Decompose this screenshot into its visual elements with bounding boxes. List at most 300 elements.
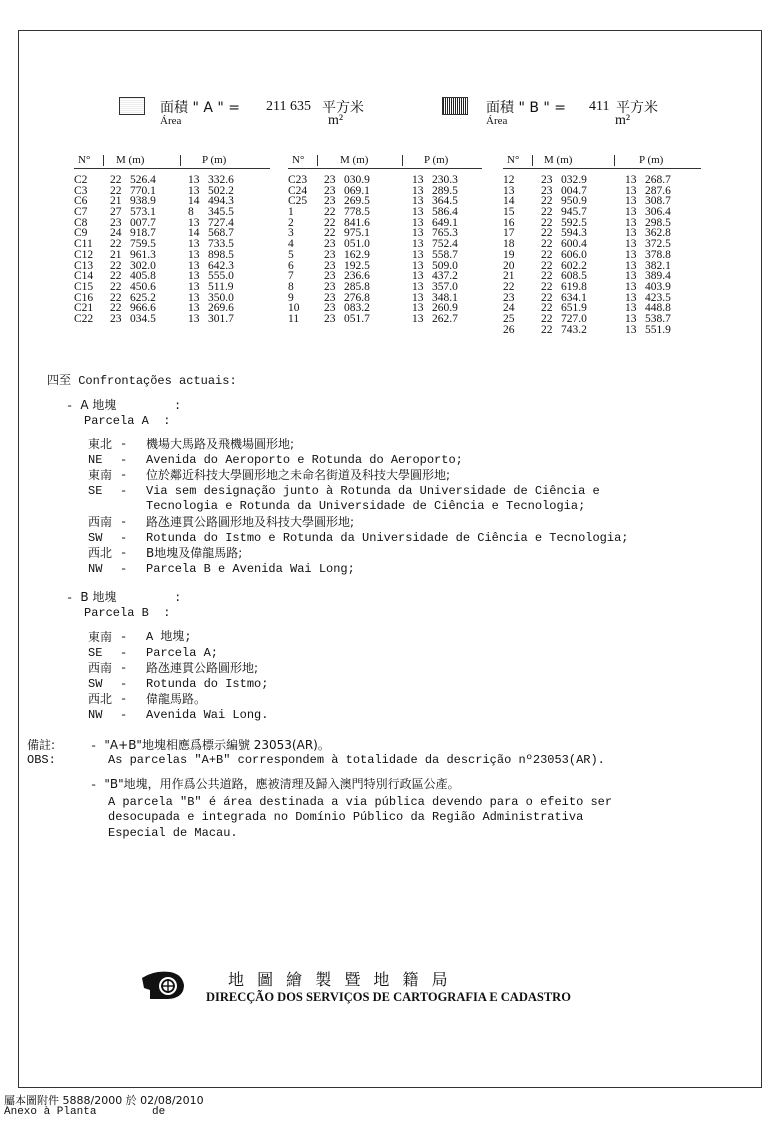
p-prefix: 13 bbox=[412, 174, 424, 186]
point-id: C23 bbox=[288, 174, 308, 186]
m-value: 285.8 bbox=[344, 280, 370, 293]
p-value: 357.0 bbox=[432, 280, 458, 293]
boundary-text: 路氹連貫公路圓形地及科技大學圓形地; bbox=[146, 515, 355, 529]
m-prefix: 22 bbox=[110, 184, 122, 197]
annex-pt: Anexo à Planta bbox=[4, 1106, 97, 1118]
point-id: 10 bbox=[288, 302, 300, 315]
m-prefix: 21 bbox=[110, 248, 122, 261]
p-value: 332.6 bbox=[208, 174, 234, 186]
table-row bbox=[288, 314, 488, 325]
direction-label: 西北 - bbox=[88, 546, 128, 561]
m-prefix: 22 bbox=[541, 206, 553, 219]
p-value: 306.4 bbox=[645, 206, 671, 219]
annex-zh: 屬本圖附件 5888/2000 於 02/08/2010 bbox=[4, 1094, 204, 1107]
m-prefix: 22 bbox=[541, 312, 553, 325]
point-id: 21 bbox=[503, 270, 515, 283]
table-row bbox=[503, 271, 703, 282]
m-prefix: 22 bbox=[541, 323, 553, 336]
point-id: C24 bbox=[288, 184, 308, 197]
point-id: C2 bbox=[74, 174, 88, 186]
table-row bbox=[503, 186, 703, 197]
m-prefix: 23 bbox=[324, 302, 336, 315]
p-prefix: 8 bbox=[188, 206, 194, 219]
m-value: 608.5 bbox=[561, 270, 587, 283]
m-prefix: 23 bbox=[324, 259, 336, 272]
direction-label: SE - bbox=[88, 483, 128, 498]
p-value: 230.3 bbox=[432, 174, 458, 186]
table-row bbox=[288, 196, 488, 207]
m-value: 961.3 bbox=[130, 248, 156, 261]
m-prefix: 23 bbox=[110, 216, 122, 229]
p-prefix: 13 bbox=[412, 291, 424, 304]
point-id: 4 bbox=[288, 238, 294, 251]
m-prefix: 23 bbox=[541, 184, 553, 197]
point-id: 16 bbox=[503, 216, 515, 229]
table-row bbox=[288, 271, 488, 282]
table-row bbox=[74, 186, 274, 197]
p-value: 448.8 bbox=[645, 302, 671, 315]
m-value: 004.7 bbox=[561, 184, 587, 197]
p-prefix: 13 bbox=[188, 216, 200, 229]
m-value: 051.7 bbox=[344, 312, 370, 325]
m-prefix: 22 bbox=[541, 248, 553, 261]
parcel-a-pt: Parcela A : bbox=[84, 414, 171, 428]
p-prefix: 13 bbox=[625, 312, 637, 325]
table-row bbox=[503, 239, 703, 250]
confrontations-heading: 四至 Confrontações actuais: bbox=[47, 373, 237, 388]
m-value: 269.5 bbox=[344, 195, 370, 208]
p-value: 423.5 bbox=[645, 291, 671, 304]
m-value: 030.9 bbox=[344, 174, 370, 186]
m-prefix: 22 bbox=[541, 238, 553, 251]
boundary-text: Parcela B e Avenida Wai Long; bbox=[146, 561, 355, 576]
table-row bbox=[74, 250, 274, 261]
table-row bbox=[288, 228, 488, 239]
m-value: 034.5 bbox=[130, 312, 156, 325]
m-value: 778.5 bbox=[344, 206, 370, 219]
p-prefix: 13 bbox=[412, 238, 424, 251]
point-id: 8 bbox=[288, 280, 294, 293]
point-id: C12 bbox=[74, 248, 94, 261]
m-value: 302.0 bbox=[130, 259, 156, 272]
p-prefix: 14 bbox=[188, 195, 200, 208]
m-prefix: 22 bbox=[110, 174, 122, 186]
p-prefix: 13 bbox=[188, 291, 200, 304]
m-prefix: 22 bbox=[541, 291, 553, 304]
table-row bbox=[74, 207, 274, 218]
m-value: 162.9 bbox=[344, 248, 370, 261]
m-value: 727.0 bbox=[561, 312, 587, 325]
p-value: 494.3 bbox=[208, 195, 234, 208]
area-b-swatch bbox=[442, 97, 468, 115]
boundary-text: Avenida do Aeroporto e Rotunda do Aeroporto; bbox=[146, 452, 463, 467]
m-value: 950.9 bbox=[561, 195, 587, 208]
notes-label-zh: 備註: bbox=[27, 738, 56, 752]
point-id: C6 bbox=[74, 195, 88, 208]
m-value: 743.2 bbox=[561, 323, 587, 336]
m-prefix: 22 bbox=[541, 302, 553, 315]
m-value: 841.6 bbox=[344, 216, 370, 229]
m-prefix: 23 bbox=[324, 280, 336, 293]
area-b-value: 411 bbox=[589, 99, 610, 114]
boundary-text: Via sem designação junto à Rotunda da Universidade de Ciência e bbox=[146, 483, 600, 498]
p-prefix: 13 bbox=[625, 238, 637, 251]
m-prefix: 22 bbox=[324, 216, 336, 229]
col-p: P (m) bbox=[424, 154, 449, 166]
m-prefix: 23 bbox=[324, 174, 336, 186]
coordinate-table-1 bbox=[74, 154, 274, 325]
p-prefix: 13 bbox=[625, 195, 637, 208]
m-prefix: 23 bbox=[324, 238, 336, 251]
dscc-logo-icon bbox=[140, 968, 186, 1002]
parcel-b-pt: Parcela B : bbox=[84, 606, 171, 620]
p-prefix: 13 bbox=[188, 270, 200, 283]
m-prefix: 23 bbox=[324, 195, 336, 208]
direction-label: 東南 - bbox=[88, 630, 128, 644]
point-id: 25 bbox=[503, 312, 515, 325]
p-prefix: 13 bbox=[625, 174, 637, 186]
table-row bbox=[288, 303, 488, 314]
boundary-text: Rotunda do Istmo e Rotunda da Universidade de Ciência e Tecnologia; bbox=[146, 530, 629, 545]
m-prefix: 22 bbox=[110, 291, 122, 304]
m-value: 405.8 bbox=[130, 270, 156, 283]
boundary-text: Parcela A; bbox=[146, 645, 219, 660]
direction-label: 西南 - bbox=[88, 515, 128, 529]
area-b-unit-pt: m² bbox=[615, 113, 631, 128]
p-prefix: 13 bbox=[412, 206, 424, 219]
table-row bbox=[288, 250, 488, 261]
p-value: 378.8 bbox=[645, 248, 671, 261]
m-prefix: 23 bbox=[324, 291, 336, 304]
table-row bbox=[503, 282, 703, 293]
point-id: C7 bbox=[74, 206, 88, 219]
point-id: 7 bbox=[288, 270, 294, 283]
point-id: C22 bbox=[74, 312, 94, 325]
direction-label: NW - bbox=[88, 708, 128, 722]
p-prefix: 13 bbox=[188, 248, 200, 261]
table-row bbox=[74, 303, 274, 314]
col-no: N° bbox=[78, 154, 91, 166]
m-value: 450.6 bbox=[130, 280, 156, 293]
p-value: 287.6 bbox=[645, 184, 671, 197]
p-prefix: 13 bbox=[412, 216, 424, 229]
m-prefix: 24 bbox=[110, 227, 122, 240]
point-id: 17 bbox=[503, 227, 515, 240]
p-value: 301.7 bbox=[208, 312, 234, 325]
m-value: 619.8 bbox=[561, 280, 587, 293]
m-prefix: 22 bbox=[541, 216, 553, 229]
table-row bbox=[503, 303, 703, 314]
p-prefix: 13 bbox=[625, 227, 637, 240]
m-value: 592.5 bbox=[561, 216, 587, 229]
p-value: 389.4 bbox=[645, 270, 671, 283]
p-value: 260.9 bbox=[432, 302, 458, 315]
p-value: 649.1 bbox=[432, 216, 458, 229]
table-row bbox=[288, 261, 488, 272]
m-value: 918.7 bbox=[130, 227, 156, 240]
boundary-text: Avenida Wai Long. bbox=[146, 708, 269, 722]
table-row bbox=[503, 325, 703, 336]
table-row bbox=[503, 314, 703, 325]
direction-label: NW - bbox=[88, 561, 128, 576]
p-value: 765.3 bbox=[432, 227, 458, 240]
agency-name-zh: 地 圖 繪 製 暨 地 籍 局 bbox=[228, 970, 452, 989]
area-b-unit: 平方米 bbox=[616, 100, 658, 116]
table-row bbox=[288, 293, 488, 304]
p-value: 437.2 bbox=[432, 270, 458, 283]
p-value: 372.5 bbox=[645, 238, 671, 251]
point-id: C14 bbox=[74, 270, 94, 283]
p-value: 727.4 bbox=[208, 216, 234, 229]
col-m: M (m) bbox=[116, 154, 145, 166]
m-value: 966.6 bbox=[130, 302, 156, 315]
m-prefix: 27 bbox=[110, 206, 122, 219]
p-prefix: 13 bbox=[625, 248, 637, 261]
annex-de: de bbox=[152, 1106, 166, 1118]
m-value: 975.1 bbox=[344, 227, 370, 240]
m-value: 276.8 bbox=[344, 291, 370, 304]
p-prefix: 13 bbox=[188, 280, 200, 293]
boundary-text: 機場大馬路及飛機場圓形地; bbox=[146, 437, 295, 451]
m-value: 526.4 bbox=[130, 174, 156, 186]
table-row bbox=[74, 196, 274, 207]
point-id: C16 bbox=[74, 291, 94, 304]
p-prefix: 13 bbox=[188, 174, 200, 186]
p-value: 268.7 bbox=[645, 174, 671, 186]
p-prefix: 14 bbox=[188, 227, 200, 240]
point-id: 2 bbox=[288, 216, 294, 229]
m-value: 083.2 bbox=[344, 302, 370, 315]
table-row bbox=[74, 218, 274, 229]
p-value: 262.7 bbox=[432, 312, 458, 325]
m-prefix: 22 bbox=[110, 270, 122, 283]
area-a-value: 211 635 bbox=[266, 99, 311, 114]
m-value: 770.1 bbox=[130, 184, 156, 197]
table-row bbox=[503, 228, 703, 239]
p-value: 362.8 bbox=[645, 227, 671, 240]
table-row bbox=[503, 218, 703, 229]
m-prefix: 22 bbox=[324, 206, 336, 219]
coordinate-table-3 bbox=[503, 154, 703, 336]
parcel-b-heading: - B 地塊 : bbox=[66, 590, 182, 605]
m-value: 600.4 bbox=[561, 238, 587, 251]
note2-zh: - "B"地塊，用作爲公共道路，應被清理及歸入澳門特別行政區公產。 bbox=[90, 777, 460, 792]
p-value: 403.9 bbox=[645, 280, 671, 293]
point-id: 23 bbox=[503, 291, 515, 304]
p-value: 350.0 bbox=[208, 291, 234, 304]
area-a-label: 面積 " A " = bbox=[160, 100, 240, 116]
point-id: 24 bbox=[503, 302, 515, 315]
point-id: C13 bbox=[74, 259, 94, 272]
boundary-text: A 地塊; bbox=[146, 630, 192, 644]
col-no: N° bbox=[292, 154, 305, 166]
area-b-pt: Área bbox=[486, 115, 508, 127]
m-value: 759.5 bbox=[130, 238, 156, 251]
point-id: 19 bbox=[503, 248, 515, 261]
direction-label: SE - bbox=[88, 645, 128, 660]
table-row bbox=[288, 239, 488, 250]
p-prefix: 13 bbox=[625, 323, 637, 336]
m-prefix: 23 bbox=[324, 184, 336, 197]
direction-label: SW - bbox=[88, 676, 128, 691]
p-prefix: 13 bbox=[412, 184, 424, 197]
p-value: 345.5 bbox=[208, 206, 234, 219]
m-prefix: 22 bbox=[541, 270, 553, 283]
p-prefix: 13 bbox=[625, 280, 637, 293]
col-m: M (m) bbox=[340, 154, 369, 166]
p-value: 511.9 bbox=[208, 280, 234, 293]
direction-label: 東南 - bbox=[88, 468, 128, 483]
m-value: 938.9 bbox=[130, 195, 156, 208]
table-row bbox=[503, 175, 703, 186]
point-id: C11 bbox=[74, 238, 93, 251]
boundary-text: 偉龍馬路。 bbox=[146, 692, 207, 707]
p-prefix: 13 bbox=[625, 291, 637, 304]
point-id: 22 bbox=[503, 280, 515, 293]
note1-pt: As parcelas "A+B" correspondem à totalidade da descrição nº23053(AR). bbox=[108, 753, 605, 767]
table-row bbox=[288, 175, 488, 186]
point-id: 1 bbox=[288, 206, 294, 219]
m-prefix: 23 bbox=[324, 270, 336, 283]
m-value: 945.7 bbox=[561, 206, 587, 219]
direction-label: SW - bbox=[88, 530, 128, 545]
point-id: C3 bbox=[74, 184, 88, 197]
table-row bbox=[74, 239, 274, 250]
table-row bbox=[288, 207, 488, 218]
table-row bbox=[503, 293, 703, 304]
p-value: 733.5 bbox=[208, 238, 234, 251]
note2-pt3: Especial de Macau. bbox=[108, 826, 238, 840]
coordinate-table-2 bbox=[288, 154, 488, 325]
m-value: 625.2 bbox=[130, 291, 156, 304]
m-value: 594.3 bbox=[561, 227, 587, 240]
col-p: P (m) bbox=[639, 154, 664, 166]
table-row bbox=[74, 293, 274, 304]
direction-label: 東北 - bbox=[88, 437, 128, 451]
p-prefix: 13 bbox=[412, 312, 424, 325]
p-value: 558.7 bbox=[432, 248, 458, 261]
boundary-text: B地塊及偉龍馬路; bbox=[146, 546, 243, 561]
m-prefix: 23 bbox=[541, 174, 553, 186]
table-row bbox=[74, 228, 274, 239]
m-prefix: 22 bbox=[110, 302, 122, 315]
point-id: 26 bbox=[503, 323, 515, 336]
m-value: 032.9 bbox=[561, 174, 587, 186]
table-row bbox=[503, 261, 703, 272]
col-p: P (m) bbox=[202, 154, 227, 166]
point-id: 15 bbox=[503, 206, 515, 219]
m-prefix: 23 bbox=[324, 312, 336, 325]
p-value: 555.0 bbox=[208, 270, 234, 283]
parcel-a-heading: - A 地塊 : bbox=[66, 398, 182, 413]
m-prefix: 22 bbox=[541, 195, 553, 208]
note2-pt1: A parcela "B" é área destinada a via pública devendo para o efeito ser bbox=[108, 795, 613, 809]
table-row bbox=[74, 261, 274, 272]
table-row bbox=[74, 271, 274, 282]
p-prefix: 13 bbox=[412, 248, 424, 261]
p-prefix: 13 bbox=[412, 280, 424, 293]
m-prefix: 22 bbox=[324, 227, 336, 240]
p-value: 509.0 bbox=[432, 259, 458, 272]
p-value: 898.5 bbox=[208, 248, 234, 261]
p-value: 586.4 bbox=[432, 206, 458, 219]
point-id: C8 bbox=[74, 216, 88, 229]
point-id: C9 bbox=[74, 227, 88, 240]
note2-pt2: desocupada e integrada no Domínio Público da Região Administrativa bbox=[108, 810, 584, 824]
agency-name-pt: DIRECÇÃO DOS SERVIÇOS DE CARTOGRAFIA E CADASTRO bbox=[206, 990, 571, 1004]
m-value: 606.0 bbox=[561, 248, 587, 261]
p-value: 538.7 bbox=[645, 312, 671, 325]
area-a-swatch bbox=[119, 97, 145, 115]
p-value: 289.5 bbox=[432, 184, 458, 197]
p-prefix: 13 bbox=[412, 227, 424, 240]
m-prefix: 22 bbox=[110, 259, 122, 272]
p-value: 348.1 bbox=[432, 291, 458, 304]
p-prefix: 13 bbox=[625, 216, 637, 229]
p-prefix: 13 bbox=[625, 302, 637, 315]
boundary-text: 位於鄰近科技大學圓形地之未命名街道及科技大學圓形地; bbox=[146, 468, 451, 483]
p-value: 568.7 bbox=[208, 227, 234, 240]
p-value: 502.2 bbox=[208, 184, 234, 197]
p-prefix: 13 bbox=[412, 302, 424, 315]
m-value: 651.9 bbox=[561, 302, 587, 315]
p-value: 642.3 bbox=[208, 259, 234, 272]
point-id: C15 bbox=[74, 280, 94, 293]
table-row bbox=[503, 196, 703, 207]
p-prefix: 13 bbox=[625, 259, 637, 272]
p-prefix: 13 bbox=[412, 195, 424, 208]
p-value: 752.4 bbox=[432, 238, 458, 251]
point-id: 18 bbox=[503, 238, 515, 251]
point-id: C21 bbox=[74, 302, 94, 315]
point-id: 12 bbox=[503, 174, 515, 186]
m-value: 236.6 bbox=[344, 270, 370, 283]
p-prefix: 13 bbox=[188, 184, 200, 197]
table-row bbox=[74, 282, 274, 293]
boundary-text: Rotunda do Istmo; bbox=[146, 676, 269, 691]
direction-label: NE - bbox=[88, 452, 128, 467]
point-id: 9 bbox=[288, 291, 294, 304]
point-id: 11 bbox=[288, 312, 300, 325]
p-prefix: 13 bbox=[412, 259, 424, 272]
p-value: 551.9 bbox=[645, 323, 671, 336]
m-value: 192.5 bbox=[344, 259, 370, 272]
m-prefix: 22 bbox=[110, 238, 122, 251]
m-value: 069.1 bbox=[344, 184, 370, 197]
point-id: 3 bbox=[288, 227, 294, 240]
p-value: 308.7 bbox=[645, 195, 671, 208]
p-value: 269.6 bbox=[208, 302, 234, 315]
point-id: 5 bbox=[288, 248, 294, 261]
area-a-unit-pt: m² bbox=[328, 113, 344, 128]
p-prefix: 13 bbox=[625, 206, 637, 219]
m-value: 007.7 bbox=[130, 216, 156, 229]
p-value: 298.5 bbox=[645, 216, 671, 229]
boundary-text: Tecnologia e Rotunda da Universidade de Ciência e Tecnologia; bbox=[146, 499, 586, 514]
m-prefix: 22 bbox=[541, 259, 553, 272]
p-prefix: 13 bbox=[625, 184, 637, 197]
point-id: 13 bbox=[503, 184, 515, 197]
table-row bbox=[288, 186, 488, 197]
point-id: C25 bbox=[288, 195, 308, 208]
area-a-unit: 平方米 bbox=[322, 100, 364, 116]
m-prefix: 22 bbox=[541, 280, 553, 293]
direction-label: 西南 - bbox=[88, 661, 128, 676]
m-prefix: 23 bbox=[110, 312, 122, 325]
p-prefix: 13 bbox=[188, 302, 200, 315]
m-value: 602.2 bbox=[561, 259, 587, 272]
m-value: 634.1 bbox=[561, 291, 587, 304]
